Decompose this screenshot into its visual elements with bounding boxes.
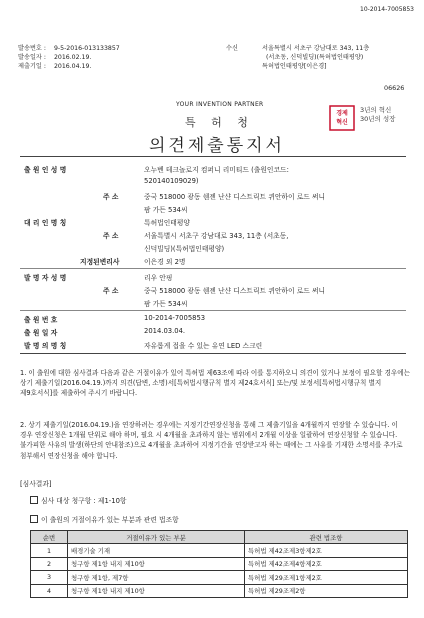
applicant-address-line1: 중국 518000 광동 쉔젠 난샨 디스트릭트 퀴안하이 로드 써니 <box>144 193 326 201</box>
recipient-address <box>262 44 369 71</box>
svg-text:경제: 경제 <box>336 110 348 117</box>
exam-scope-label: 심사 대상 청구항 : <box>41 497 96 505</box>
dispatch-info <box>18 44 120 71</box>
office-name: 특 허 청 <box>185 116 254 129</box>
patent-attorney-label: 지정된변리사 <box>80 258 120 266</box>
patent-attorney-value: 이은경 외 2명 <box>144 258 186 266</box>
col-header-law: 관련 법조항 <box>245 531 408 544</box>
inventor-value: 리우 안핑 <box>144 274 173 282</box>
row-number: 4 <box>31 584 68 597</box>
inventor-address-line2: 팜 가든 534씨 <box>144 300 188 308</box>
checkbox-icon <box>30 496 38 504</box>
rejected-parts-heading-text: 이 출원의 거절이유가 있는 부분과 관련 법조항 <box>41 516 179 524</box>
document-title: 의견제출통지서 <box>149 136 285 156</box>
deadline-row <box>18 62 120 71</box>
deadline-value: 2016.04.19. <box>53 63 92 70</box>
kipo-logo-icon <box>328 104 356 132</box>
checkbox-icon <box>30 515 38 523</box>
row-number: 3 <box>31 571 68 584</box>
col-header-number: 순번 <box>31 531 68 544</box>
table-row <box>31 557 408 570</box>
agent-label: 대 리 인 명 칭 <box>24 219 67 227</box>
document-number: 10-2014-7005853 <box>360 6 414 13</box>
fields-divider <box>20 353 406 354</box>
table-header-row <box>31 531 408 544</box>
recipient-line1: 서울특별시 서초구 강남대로 343, 11층 <box>262 45 370 52</box>
tagline <box>360 106 395 124</box>
applicant-address-line2: 팜 가든 534씨 <box>144 206 188 214</box>
dispatch-date-row <box>18 53 120 62</box>
applicant-code: 520140109029) <box>144 177 199 185</box>
section-divider <box>20 268 406 269</box>
table-row <box>31 584 408 597</box>
row-law: 특허법 제42조제4항제2호 <box>245 557 408 570</box>
notice-paragraph-1: 1. 이 출원에 대한 심사결과 다음과 같은 거절이유가 있어 특허법 제63조에 따라 이를 통지하오니 의견이 있거나 보정이 필요할 경우에는 상기 제출기일(2016.04.19.)까지 의견(답변, 소명)서[특허법시행규칙 별지 제24호서식] 또는/및 보정서[특허법시행규칙 별지 제9호서식]를 제출하여 주시기 바랍니다. <box>20 369 410 398</box>
row-law: 특허법 제29조제1항제2호 <box>245 571 408 584</box>
application-date-value: 2014.03.04. <box>144 327 186 335</box>
partner-slogan: YOUR INVENTION PARTNER <box>176 101 264 108</box>
postal-code: 06626 <box>384 84 405 92</box>
dispatch-number-label: 발송번호 : <box>18 45 46 52</box>
row-part: 배경기술 기재 <box>68 544 245 557</box>
notice-paragraph-2: 2. 상기 제출기일(2016.04.19.)을 연장하려는 경우에는 지정기간연장신청을 통해 그 제출기일을 4개월까지 연장할 수 있습니다. 이 경우 연장신청은 1개월 단위로 해야 하며, 필요 시 4개월을 초과하지 않는 범위에서 2개월 이상을 일괄하여 연장신청할 수 있습니다. 불가피한 사유의 발생(하단의 안내참조)으로 4개월을 초과하여 지정기간을 연장받고자 하는 때에는 그 사유를 기재한 소명서를 추가로 첨부해서 연장신청을 해야 합니다. <box>20 421 403 460</box>
recipient-label: 수신 <box>226 45 238 52</box>
agent-value: 특허법인태평양 <box>144 219 190 227</box>
table-row <box>31 571 408 584</box>
row-law: 특허법 제29조제2항 <box>245 584 408 597</box>
application-number-label: 출 원 번 호 <box>24 316 58 324</box>
row-number: 2 <box>31 557 68 570</box>
col-header-part: 거절이유가 있는 부분 <box>68 531 245 544</box>
tagline-line2: 30년의 성장 <box>360 115 396 123</box>
header-divider <box>20 156 406 157</box>
dispatch-date-label: 발송일자 : <box>18 54 46 61</box>
recipient-line3: 특허법인태평양[이은경] <box>262 63 327 70</box>
applicant-address-label: 주 소 <box>103 193 119 201</box>
row-part: 청구항 제1항 내지 제10항 <box>68 584 245 597</box>
exam-result-heading: [심사결과] <box>20 480 52 488</box>
row-part: 청구항 제1항 내지 제10항 <box>68 557 245 570</box>
invention-title-value: 자유롭게 접을 수 있는 유연 LED 스크린 <box>144 342 263 350</box>
agent-address-line1: 서울특별시 서초구 강남대로 343, 11층 (서초동, <box>144 232 289 240</box>
agent-address-label: 주 소 <box>103 232 119 240</box>
row-part: 청구항 제1항, 제7항 <box>68 571 245 584</box>
row-law: 특허법 제42조제3항제2호 <box>245 544 408 557</box>
inventor-address-label: 주 소 <box>103 287 119 295</box>
invention-title-label: 발 명 의 명 칭 <box>24 342 67 350</box>
exam-scope-value: 제1-10항 <box>97 497 127 505</box>
rejection-table <box>30 530 408 598</box>
applicant-value: 오누벤 테크놀로지 컴퍼니 리미티드 (출원인코드: <box>144 166 289 174</box>
inventor-address-line1: 중국 518000 광동 쉔젠 난샨 디스트릭트 퀴안하이 로드 써니 <box>144 287 326 295</box>
table-row <box>31 544 408 557</box>
exam-scope <box>30 495 126 505</box>
application-number-value: 10-2014-7005853 <box>144 314 206 322</box>
applicant-label: 출 원 인 성 명 <box>24 166 67 174</box>
section-divider <box>20 310 406 311</box>
dispatch-date-value: 2016.02.19. <box>53 54 92 61</box>
recipient-line2: (서초동, 신덕빌딩)(특허법인태평양) <box>266 54 364 61</box>
row-number: 1 <box>31 544 68 557</box>
rejected-parts-heading <box>30 514 179 524</box>
application-date-label: 출 원 일 자 <box>24 329 58 337</box>
agent-address-line2: 신덕빌딩)(특허법인태평양) <box>144 245 225 253</box>
inventor-label: 발 명 자 성 명 <box>24 274 67 282</box>
tagline-line1: 3년의 혁신 <box>360 106 392 114</box>
svg-text:혁신: 혁신 <box>336 119 348 126</box>
dispatch-number-row <box>18 44 120 53</box>
deadline-label: 제출기일 : <box>18 63 46 70</box>
dispatch-number-value: 9-5-2016-013133857 <box>53 45 120 52</box>
